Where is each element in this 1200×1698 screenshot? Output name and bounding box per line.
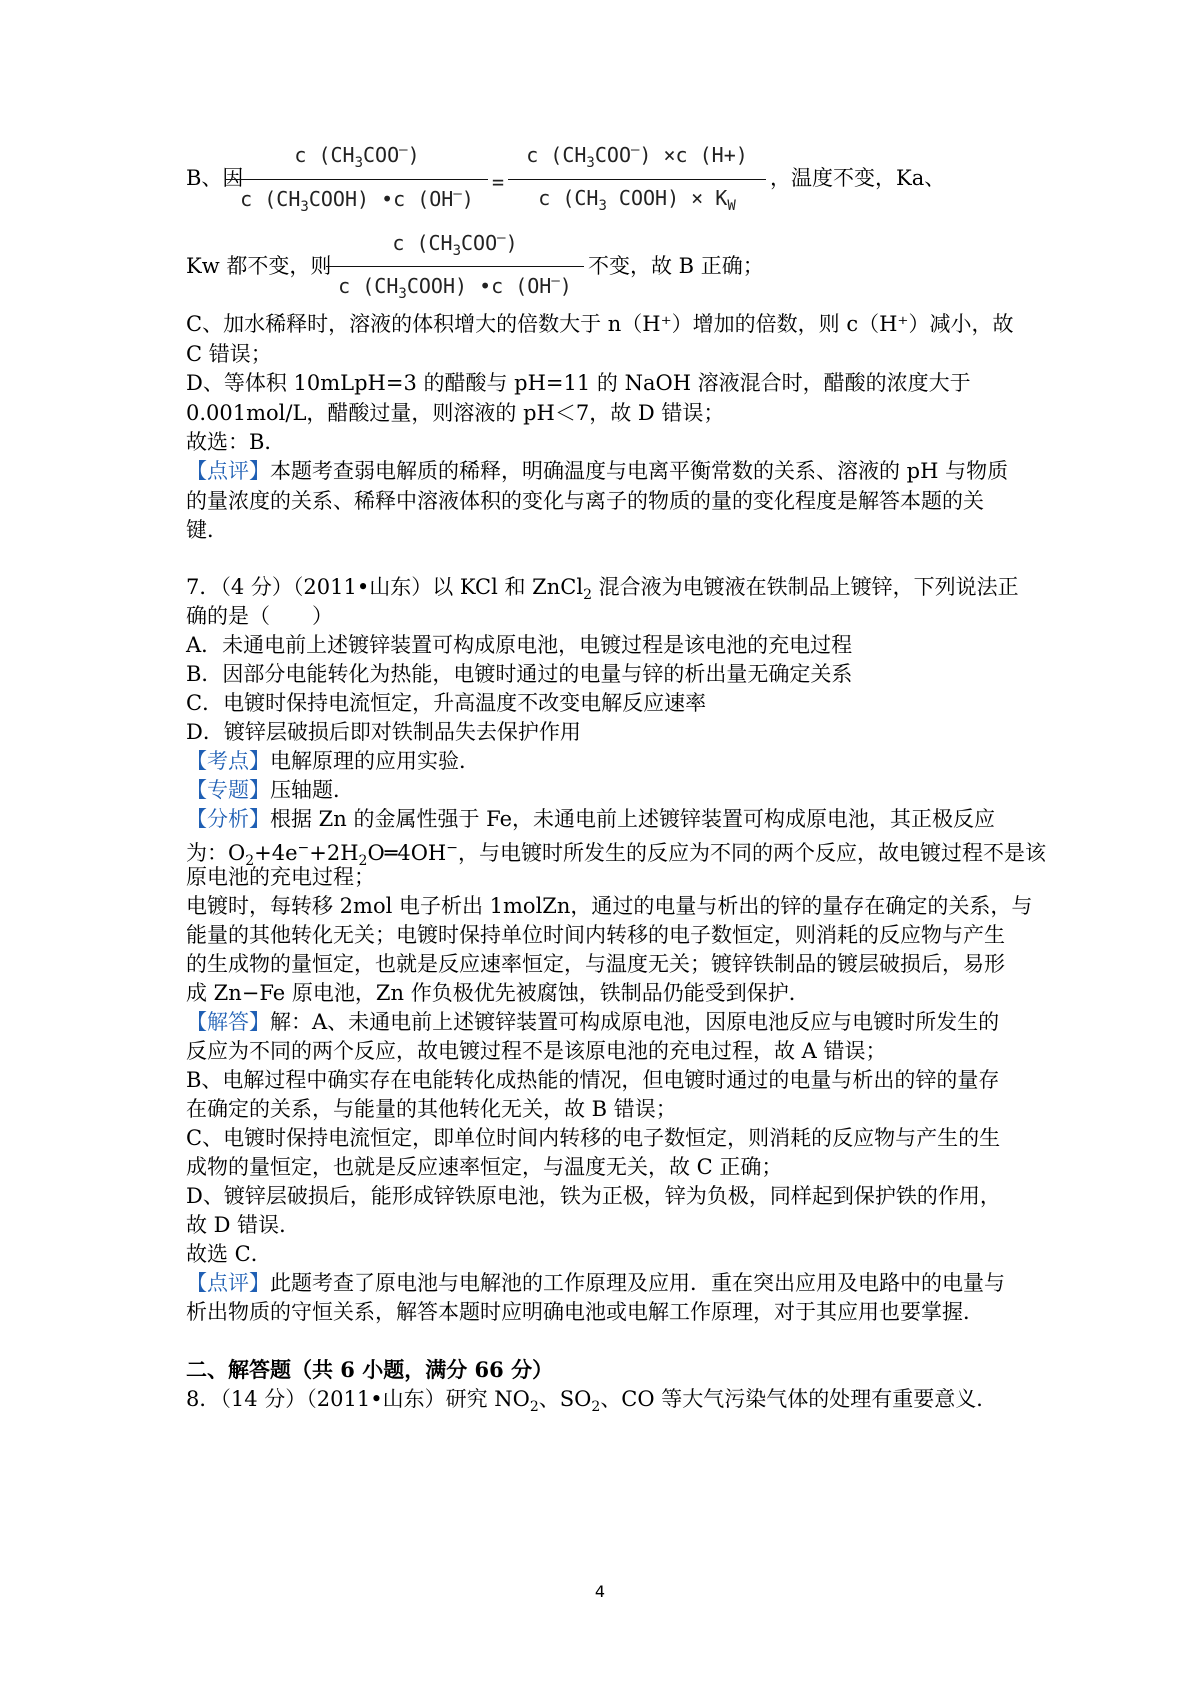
fraction-b2-denominator: c $(CH_3COOH)$ •c (OH—)	[338, 273, 572, 302]
option-c: C．电镀时保持电流恒定，升高温度不改变电解反应速率	[186, 691, 707, 715]
fraction-left-denominator: c $(CH_3COOH)$ •c (OH—)	[240, 186, 474, 215]
text-line: 电镀时，每转移 2mol 电子析出 1molZn，通过的电量与析出的锌的量存在确定的关系，与	[186, 894, 1033, 918]
text-line: 能量的其他转化无关；电镀时保持单位时间内转移的电子数恒定，则消耗的反应物与产生	[186, 923, 1005, 947]
comment-line: 【点评】此题考查了原电池与电解池的工作原理及应用．重在突出应用及电路中的电量与	[186, 1271, 1005, 1295]
text-line: B、电解过程中确实存在电能转化成热能的情况，但电镀时通过的电量与析出的锌的量存	[186, 1068, 1000, 1092]
text-line: 析出物质的守恒关系，解答本题时应明确电池或电解工作原理，对于其应用也要掌握．	[186, 1300, 984, 1324]
fenxi-tag: 【分析】	[186, 807, 270, 831]
jieda-line: 【解答】解：A、未通电前上述镀锌装置可构成原电池，因原电池反应与电镀时所发生的	[186, 1010, 1000, 1034]
eq-b2-prefix: Kw 都不变，则	[186, 254, 332, 278]
text-line: 的量浓度的关系、稀释中溶液体积的变化与离子的物质的量的变化程度是解答本题的关	[186, 489, 984, 513]
comment-line: 【点评】本题考查弱电解质的稀释，明确温度与电离平衡常数的关系、溶液的 pH 与物质	[186, 459, 1009, 483]
zhuanti-line: 【专题】压轴题．	[186, 778, 354, 802]
jieda-tag: 【解答】	[186, 1010, 270, 1034]
text-line: 的生成物的量恒定，也就是反应速率恒定，与温度无关；镀锌铁制品的镀层破损后，易形	[186, 952, 1005, 976]
fraction-left-numerator: c $(CH_3COO^—)$	[294, 142, 420, 171]
text-line: 故选：B．	[186, 430, 286, 454]
section-heading: 二、解答题（共 6 小题，满分 66 分）	[186, 1357, 554, 1382]
text-line: C、加水稀释时，溶液的体积增大的倍数大于 n（H⁺）增加的倍数，则 c（H⁺）减小，故	[186, 312, 1014, 336]
page-number: 4	[594, 1582, 606, 1601]
fraction-right	[508, 140, 766, 220]
fraction-right-denominator: c ($CH_3$ COOH) × $K_W$	[538, 186, 736, 214]
text-line: 为：$O_2+4e^-+2H_2O═4OH^-$，与电镀时所发生的反应为不同的两个反应，故电镀过程不是该	[186, 840, 1046, 869]
text-line: 成 Zn−Fe 原电池，Zn 作负极优先被腐蚀，铁制品仍能受到保护．	[186, 981, 810, 1005]
comment-tag: 【点评】	[186, 1271, 270, 1295]
kaodian-tag: 【考点】	[186, 749, 270, 773]
fraction-right-numerator: c $(CH_3COO^—) \times c$ (H+)	[526, 142, 748, 171]
option-b: B．因部分电能转化为热能，电镀时通过的电量与锌的析出量无确定关系	[186, 662, 853, 686]
text-line: C、电镀时保持电流恒定，即单位时间内转移的电子数恒定，则消耗的反应物与产生的生	[186, 1126, 1001, 1150]
option-a: A．未通电前上述镀锌装置可构成原电池，电镀过程是该电池的充电过程	[186, 633, 853, 657]
eq-b-suffix: ，温度不变，Ka、	[770, 166, 946, 190]
question-7-line: 7．（4 分）（2011•山东）以 KCl 和 ZnCl$_2$ 混合液为电镀液在铁制品上镀锌，下列说法正	[186, 575, 1019, 603]
text-line: C 错误；	[186, 342, 272, 366]
option-d: D．镀锌层破损后即对铁制品失去保护作用	[186, 720, 581, 744]
zhuanti-tag: 【专题】	[186, 778, 270, 802]
text-line: 成物的量恒定，也就是反应速率恒定，与温度无关，故 C 正确；	[186, 1155, 783, 1179]
text-line: 反应为不同的两个反应，故电镀过程不是该原电池的充电过程，故 A 错误；	[186, 1039, 887, 1063]
comment-tag: 【点评】	[186, 459, 270, 483]
fraction-bar	[226, 179, 488, 180]
text-line: 在确定的关系，与能量的其他转化无关，故 B 错误；	[186, 1097, 677, 1121]
fraction-left	[226, 140, 488, 220]
fenxi-line: 【分析】根据 Zn 的金属性强于 Fe，未通电前上述镀锌装置可构成原电池，其正极反应	[186, 807, 995, 831]
eq-b2-suffix: 不变，故 B 正确；	[588, 254, 764, 278]
question-8-line: 8．（14 分）（2011•山东）研究 $NO_2$、$SO_2$、CO 等大气污染气体的处理有重要意义．	[186, 1387, 998, 1415]
text-line: 确的是（ ）	[186, 604, 333, 628]
kaodian-line: 【考点】电解原理的应用实验．	[186, 749, 480, 773]
fraction-b2	[326, 228, 584, 308]
text-line: 0.001mol/L，醋酸过量，则溶液的 pH＜7，故 D 错误；	[186, 401, 725, 425]
text-line: 原电池的充电过程；	[186, 865, 375, 889]
fraction-b2-numerator: c $(CH_3COO^—)$	[392, 230, 518, 259]
equals-sign: =	[492, 170, 505, 194]
text-line: 故选 C．	[186, 1242, 272, 1266]
text-line: D、等体积 10mLpH=3 的醋酸与 pH=11 的 NaOH 溶液混合时，醋酸的浓度大于	[186, 371, 971, 395]
fraction-bar	[508, 179, 766, 180]
eq-b-prefix: B、因	[186, 166, 244, 190]
text-line: D、镀锌层破损后，能形成锌铁原电池，铁为正极，锌为负极，同样起到保护铁的作用，	[186, 1184, 1001, 1208]
text-line: 故 D 错误．	[186, 1213, 301, 1237]
text-line: 键．	[186, 518, 228, 542]
fraction-bar	[326, 266, 584, 267]
